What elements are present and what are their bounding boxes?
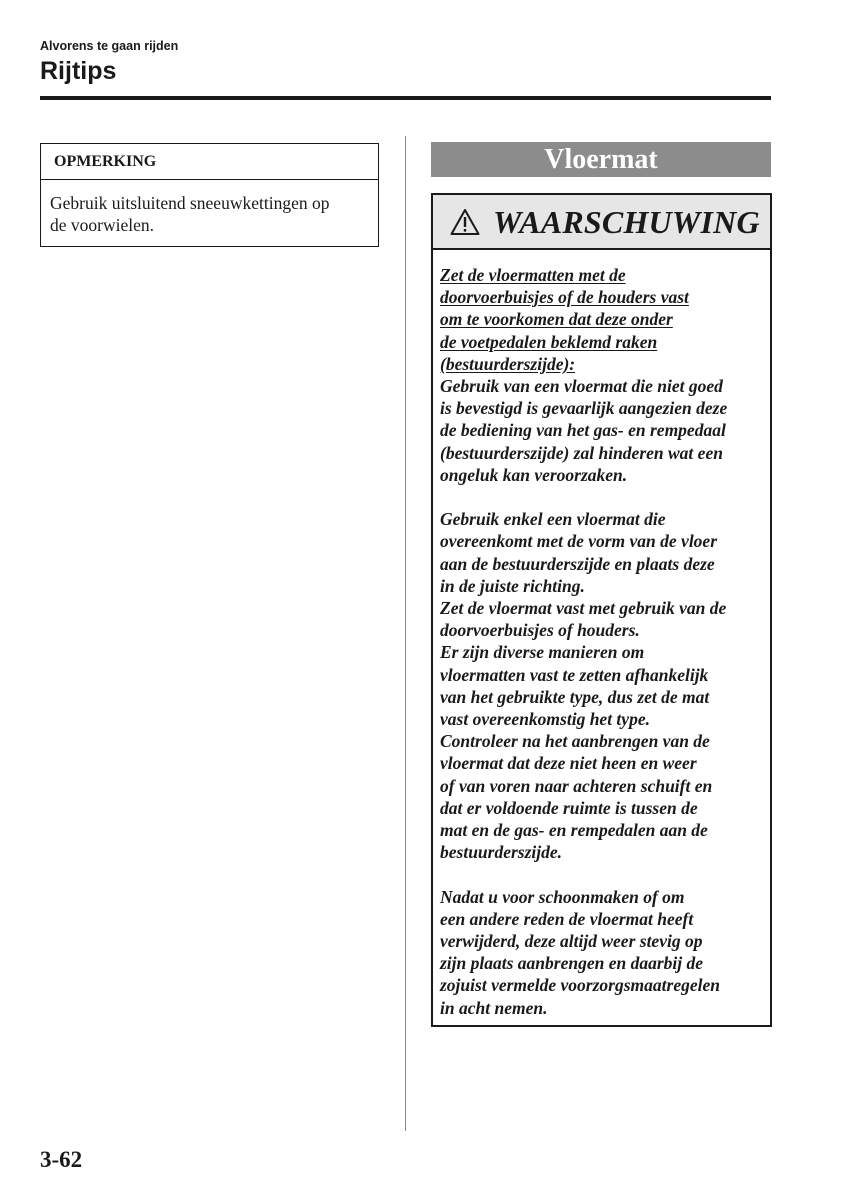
warning-header [433,195,770,250]
warning-intro-line: om te voorkomen dat deze onder [440,309,673,330]
warning-line: overeenkomt met de vorm van de vloer [440,531,718,552]
warning-line: is bevestigd is gevaarlijk aangezien deze [440,398,728,419]
warning-line: Er zijn diverse manieren om [440,642,645,663]
warning-line: Nadat u voor schoonmaken of om [440,886,685,907]
warning-line: (bestuurderszijde) zal hinderen wat een [440,442,723,463]
warning-line: Gebruik van een vloermat die niet goed [440,376,723,397]
warning-line: Zet de vloermat vast met gebruik van de [440,598,727,619]
warning-triangle-icon [450,208,480,236]
warning-line: van het gebruikte type, dus zet de mat [440,686,710,707]
warning-line: of van voren naar achteren schuift en [440,775,713,796]
warning-intro-line: doorvoerbuisjes of de houders vast [440,287,689,308]
title-divider [40,96,771,100]
warning-line: zojuist vermelde voorzorgsmaatregelen [440,975,720,996]
warning-line: Gebruik enkel een vloermat die [440,509,666,530]
warning-line: Controleer na het aanbrengen van de [440,731,710,752]
warning-line: doorvoerbuisjes of houders. [440,620,640,641]
warning-title: WAARSCHUWING [493,204,760,240]
warning-intro-line: de voetpedalen beklemd raken [440,331,658,352]
page-title: Rijtips [40,57,117,85]
warning-line: vloermat dat deze niet heen en weer [440,753,697,774]
warning-intro-line: Zet de vloermatten met de [440,265,626,285]
column-divider [405,136,406,1131]
warning-line: vloermatten vast te zetten afhankelijk [440,664,709,685]
section-heading: Vloermat [431,142,771,177]
note-line: Gebruik uitsluitend sneeuwkettingen op [50,193,330,213]
warning-line: aan de bestuurderszijde en plaats deze [440,553,715,574]
warning-line: in de juiste richting. [440,575,585,596]
warning-text [440,264,770,1019]
page-number: 3-62 [40,1147,83,1172]
note-box [40,143,379,247]
warning-line: ongeluk kan veroorzaken. [440,464,628,485]
warning-line: in acht nemen. [440,997,548,1018]
warning-box [431,193,772,1027]
warning-line: mat en de gas- en rempedalen aan de [440,820,708,841]
warning-intro-line: (bestuurderszijde): [440,353,576,374]
warning-line: vast overeenkomstig het type. [440,709,650,730]
paragraph-gap [440,863,770,885]
note-text [41,180,378,236]
warning-line: zijn plaats aanbrengen en daarbij de [440,953,704,974]
warning-line: bestuurderszijde. [440,842,563,863]
warning-line: de bediening van het gas- en rempedaal [440,420,726,441]
breadcrumb: Alvorens te gaan rijden [40,39,179,53]
warning-line: een andere reden de vloermat heeft [440,908,694,929]
warning-line: verwijderd, deze altijd weer stevig op [440,931,703,952]
note-heading: OPMERKING [41,144,378,180]
warning-line: dat er voldoende ruimte is tussen de [440,797,698,818]
note-line: de voorwielen. [50,215,154,235]
paragraph-gap [440,486,770,508]
